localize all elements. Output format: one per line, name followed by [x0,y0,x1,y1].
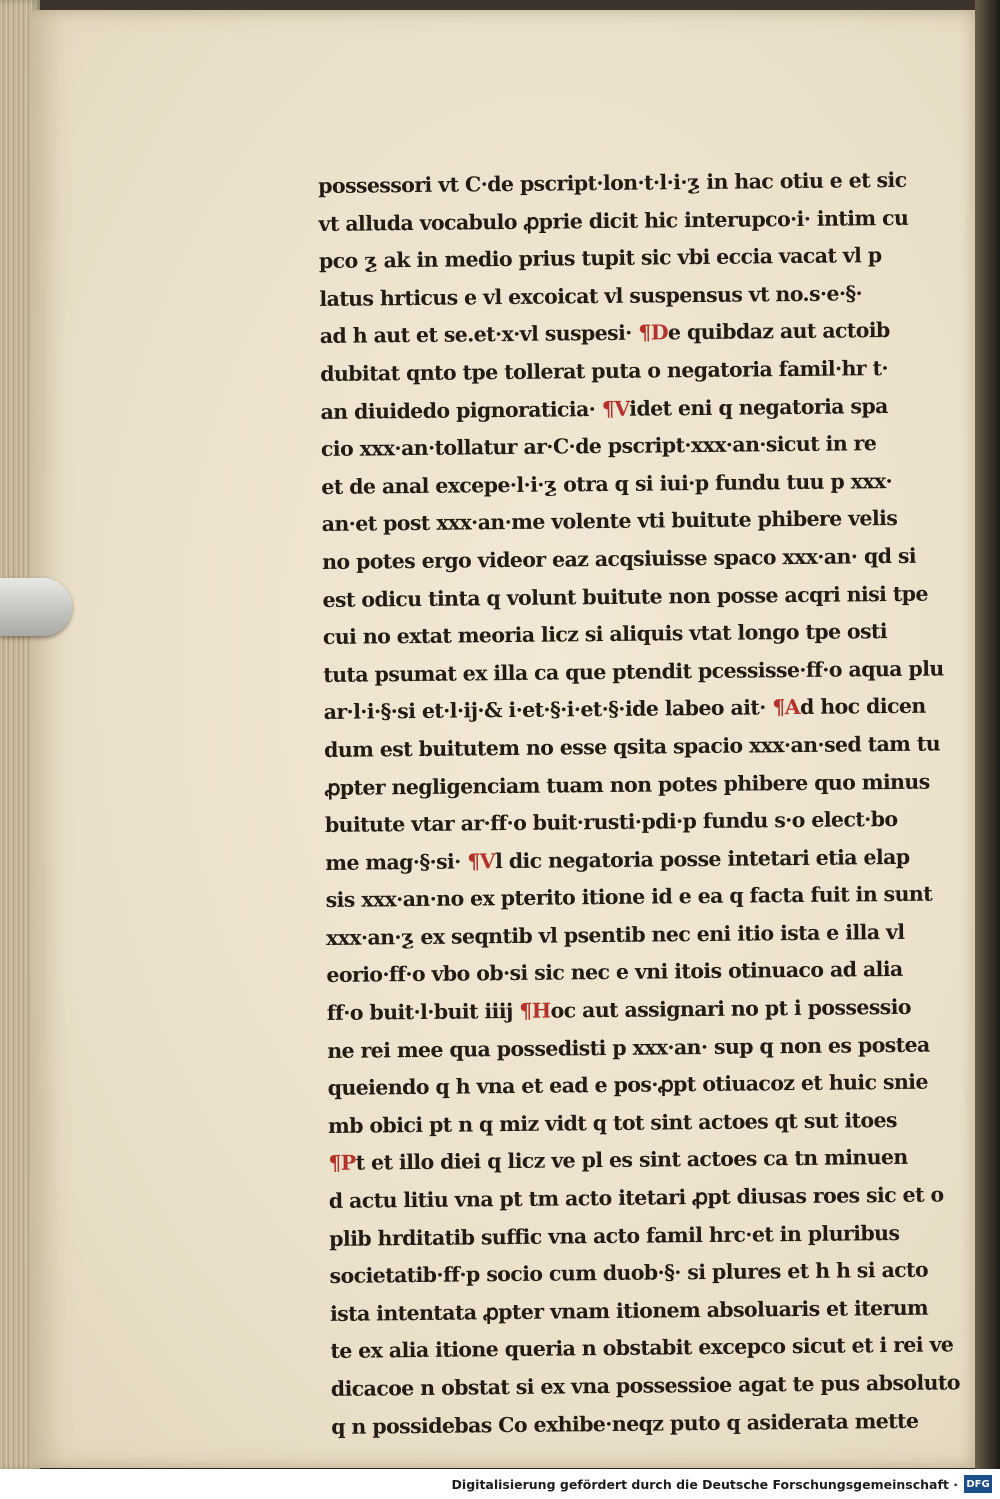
text-segment: e quibdaz aut actoib [667,318,890,345]
text-line: est odicu tinta q volunt buitute non posse acqri nisi tpe [322,581,929,612]
text-line: xxx·an·ƺ ex seqntib vl psentib nec eni itio ista e illa vl [325,919,905,950]
text-line: an·et post xxx·an·me volente vti buitute phibere velis [321,506,898,537]
text-line: d actu litiu vna pt tm acto itetari ꝓpt diusas roes sic et o [328,1182,944,1213]
text-line [320,387,920,431]
text-line: te ex alia itione queria n obstabit excepco sicut et i rei ve [330,1332,954,1364]
text-line: vt alluda vocabulo ꝓprie dicit hic interupco·i· intim cu [318,205,909,236]
text-line: buitute vtar ar·ff·o buit·rusti·pdi·p fundu s·o elect·bo [324,807,898,838]
funding-credit: Digitalisierung gefördert durch die Deutsche Forschungsgemeinschaft · [451,1476,958,1492]
book-binding-shadow [975,0,1000,1470]
text-line: mb obici pt n q miz vidt q tot sint actoes qt sut itoes [327,1107,898,1138]
text-line: et de anal excepe·l·i·ƺ otra q si iui·p fundu tuu p xxx· [321,468,893,499]
text-line [327,989,927,1033]
text-line: tuta psumat ex illa ca que ptendit pcessisse·ff·o aqua plu [323,656,944,687]
text-line: ne rei mee qua possedisti p xxx·an· sup q non es postea [327,1032,930,1063]
text-line: ꝓpter negligenciam tuam non potes phibere quo minus [324,769,930,800]
text-segment: me mag·§·si· [325,849,461,875]
text-line [324,688,924,732]
rubric-mark: ¶V [601,396,630,421]
rubric-mark: ¶V [467,848,496,874]
text-segment: idet eni q negatoria spa [629,393,888,421]
text-line: dubitat qnto tpe tollerat puta o negatoria famil·hr t· [320,356,889,386]
text-segment: t et illo diei q licz ve pl es sint actoes ca tn minuen [355,1145,908,1176]
text-line: pco ƺ ak in medio prius tupit sic vbi eccia vacat vl p [318,243,882,274]
rubric-mark: ¶A [772,695,801,720]
rubric-mark: ¶P [328,1151,356,1176]
text-segment: oc aut assignari no pt i possessio [550,994,912,1023]
text-line: cui no extat meoria licz si aliquis vtat longo tpe osti [322,619,888,650]
text-line [325,838,925,882]
text-line: societatib·ff·p socio cum duob·§· si plures et h h si acto [329,1257,929,1289]
rubric-mark: ¶H [519,998,551,1023]
text-line: dum est buitutem no esse qsita spacio xxx·an·sed tam tu [323,731,941,762]
text-line: plib hrditatib suffic vna acto famil hrc·et in pluribus [329,1220,900,1251]
gothic-text-block [318,162,960,1446]
dfg-logo-icon: DFG [964,1475,992,1493]
text-line: latus hrticus e vl excoicat vl suspensus vt no.s·e·§· [319,281,863,311]
text-line: no potes ergo videor eaz acqsiuisse spaco xxx·an· qd si [321,543,917,574]
text-segment: an diuidedo pignoraticia· [320,396,596,424]
text-line: queiendo q h vna et ead e pos·ꝓpt otiuacoz et huic snie [327,1069,928,1101]
page-clip [0,578,72,636]
text-line: ista intentata ꝓpter vnam itionem absoluaris et iterum [329,1295,929,1326]
text-line: dicacoe n obstat si ex vna possessioe agat te pus absoluto [330,1370,960,1401]
text-line: q n possidebas Co exhibe·neqz puto q asiderata mette [331,1408,919,1439]
digitization-footer [0,1469,1000,1499]
text-line [328,1139,928,1183]
text-segment: ff·o buit·l·buit iiij [326,999,513,1026]
text-line [320,312,920,356]
text-segment: ad h aut et se.et·x·vl suspesi· [319,321,632,349]
rubric-mark: ¶D [638,320,669,346]
text-segment: ar·l·i·§·si et·l·ij·& i·et·§·i·et·§·ide labeo ait· [323,695,766,725]
text-line: cio xxx·an·tollatur ar·C·de pscript·xxx·an·sicut in re [320,431,877,462]
text-line: sis xxx·an·no ex pterito itione id e ea q facta fuit in sunt [325,881,933,913]
text-segment: d hoc dicen [799,693,926,720]
text-line: eorio·ff·o vbo ob·si sic nec e vni itois otinuaco ad alia [326,957,903,988]
text-segment: l dic negatoria posse intetari etia elap [494,844,910,873]
text-line: possessori vt C·de pscript·lon·t·l·i·ƺ in hac otiu e et sic [318,167,907,198]
